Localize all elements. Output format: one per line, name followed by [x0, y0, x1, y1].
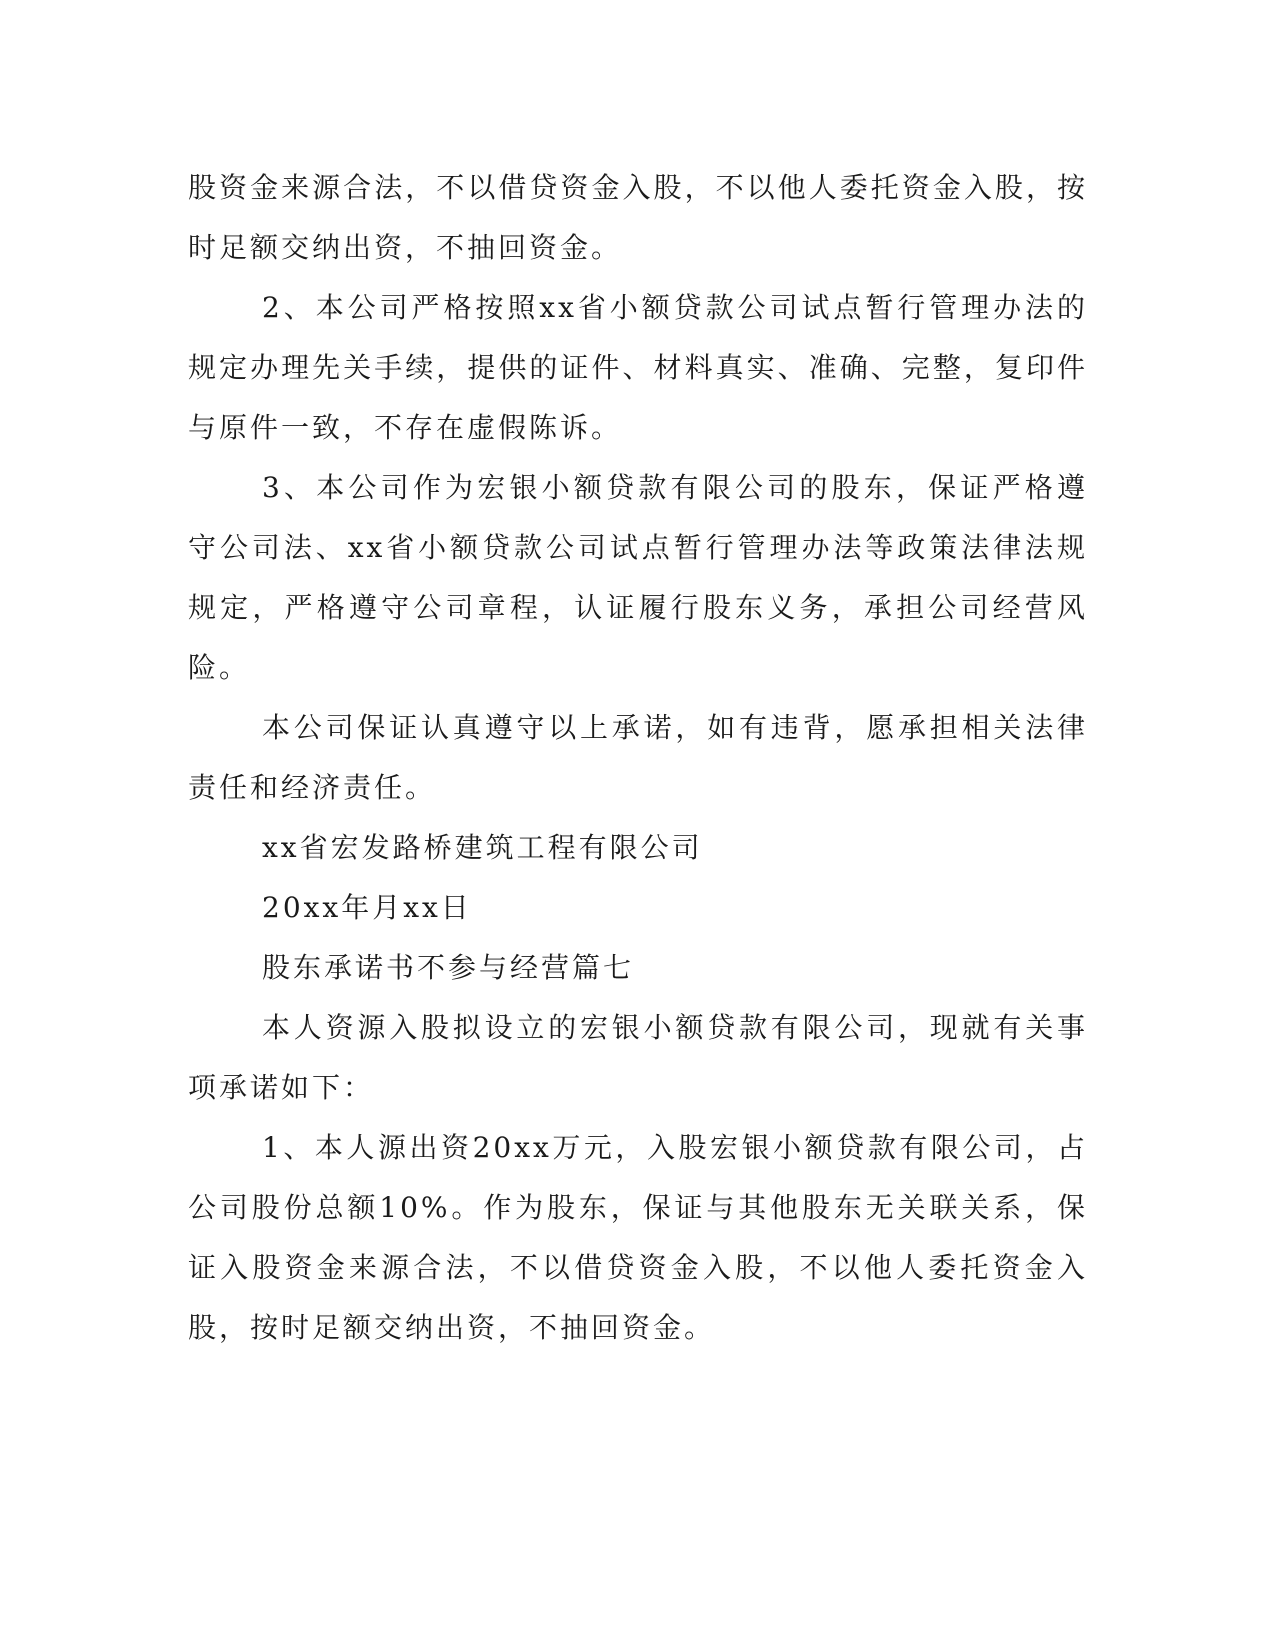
signature-company: xx省宏发路桥建筑工程有限公司 — [262, 831, 703, 864]
paragraph-item-2: 2、本公司严格按照xx省小额贷款公司试点暂行管理办法的规定办理先关手续，提供的证件、材料真实、准确、完整，复印件与原件一致，不存在虚假陈诉。 — [188, 291, 1088, 444]
paragraph-item-3: 3、本公司作为宏银小额贷款有限公司的股东，保证严格遵守公司法、xx省小额贷款公司试点暂行管理办法等政策法律法规规定，严格遵守公司章程，认证履行股东义务，承担公司经营风险。 — [188, 471, 1088, 684]
paragraph-item-1: 1、本人源出资20xx万元，入股宏银小额贷款有限公司，占公司股份总额10%。作为股东，保证与其他股东无关联关系，保证入股资金来源合法，不以借贷资金入股，不以他人委托资金入股，按时足额交纳出资，不抽回资金。 — [188, 1131, 1088, 1344]
signature-date: 20xx年月xx日 — [262, 891, 472, 924]
document-body — [188, 158, 1088, 1358]
paragraph-funding-continuation: 股资金来源合法，不以借贷资金入股，不以他人委托资金入股，按时足额交纳出资，不抽回资金。 — [188, 171, 1088, 264]
paragraph-guarantee: 本公司保证认真遵守以上承诺，如有违背，愿承担相关法律责任和经济责任。 — [188, 711, 1088, 804]
paragraph-intro: 本人资源入股拟设立的宏银小额贷款有限公司，现就有关事项承诺如下： — [188, 1011, 1088, 1104]
section-heading: 股东承诺书不参与经营篇七 — [262, 951, 635, 984]
